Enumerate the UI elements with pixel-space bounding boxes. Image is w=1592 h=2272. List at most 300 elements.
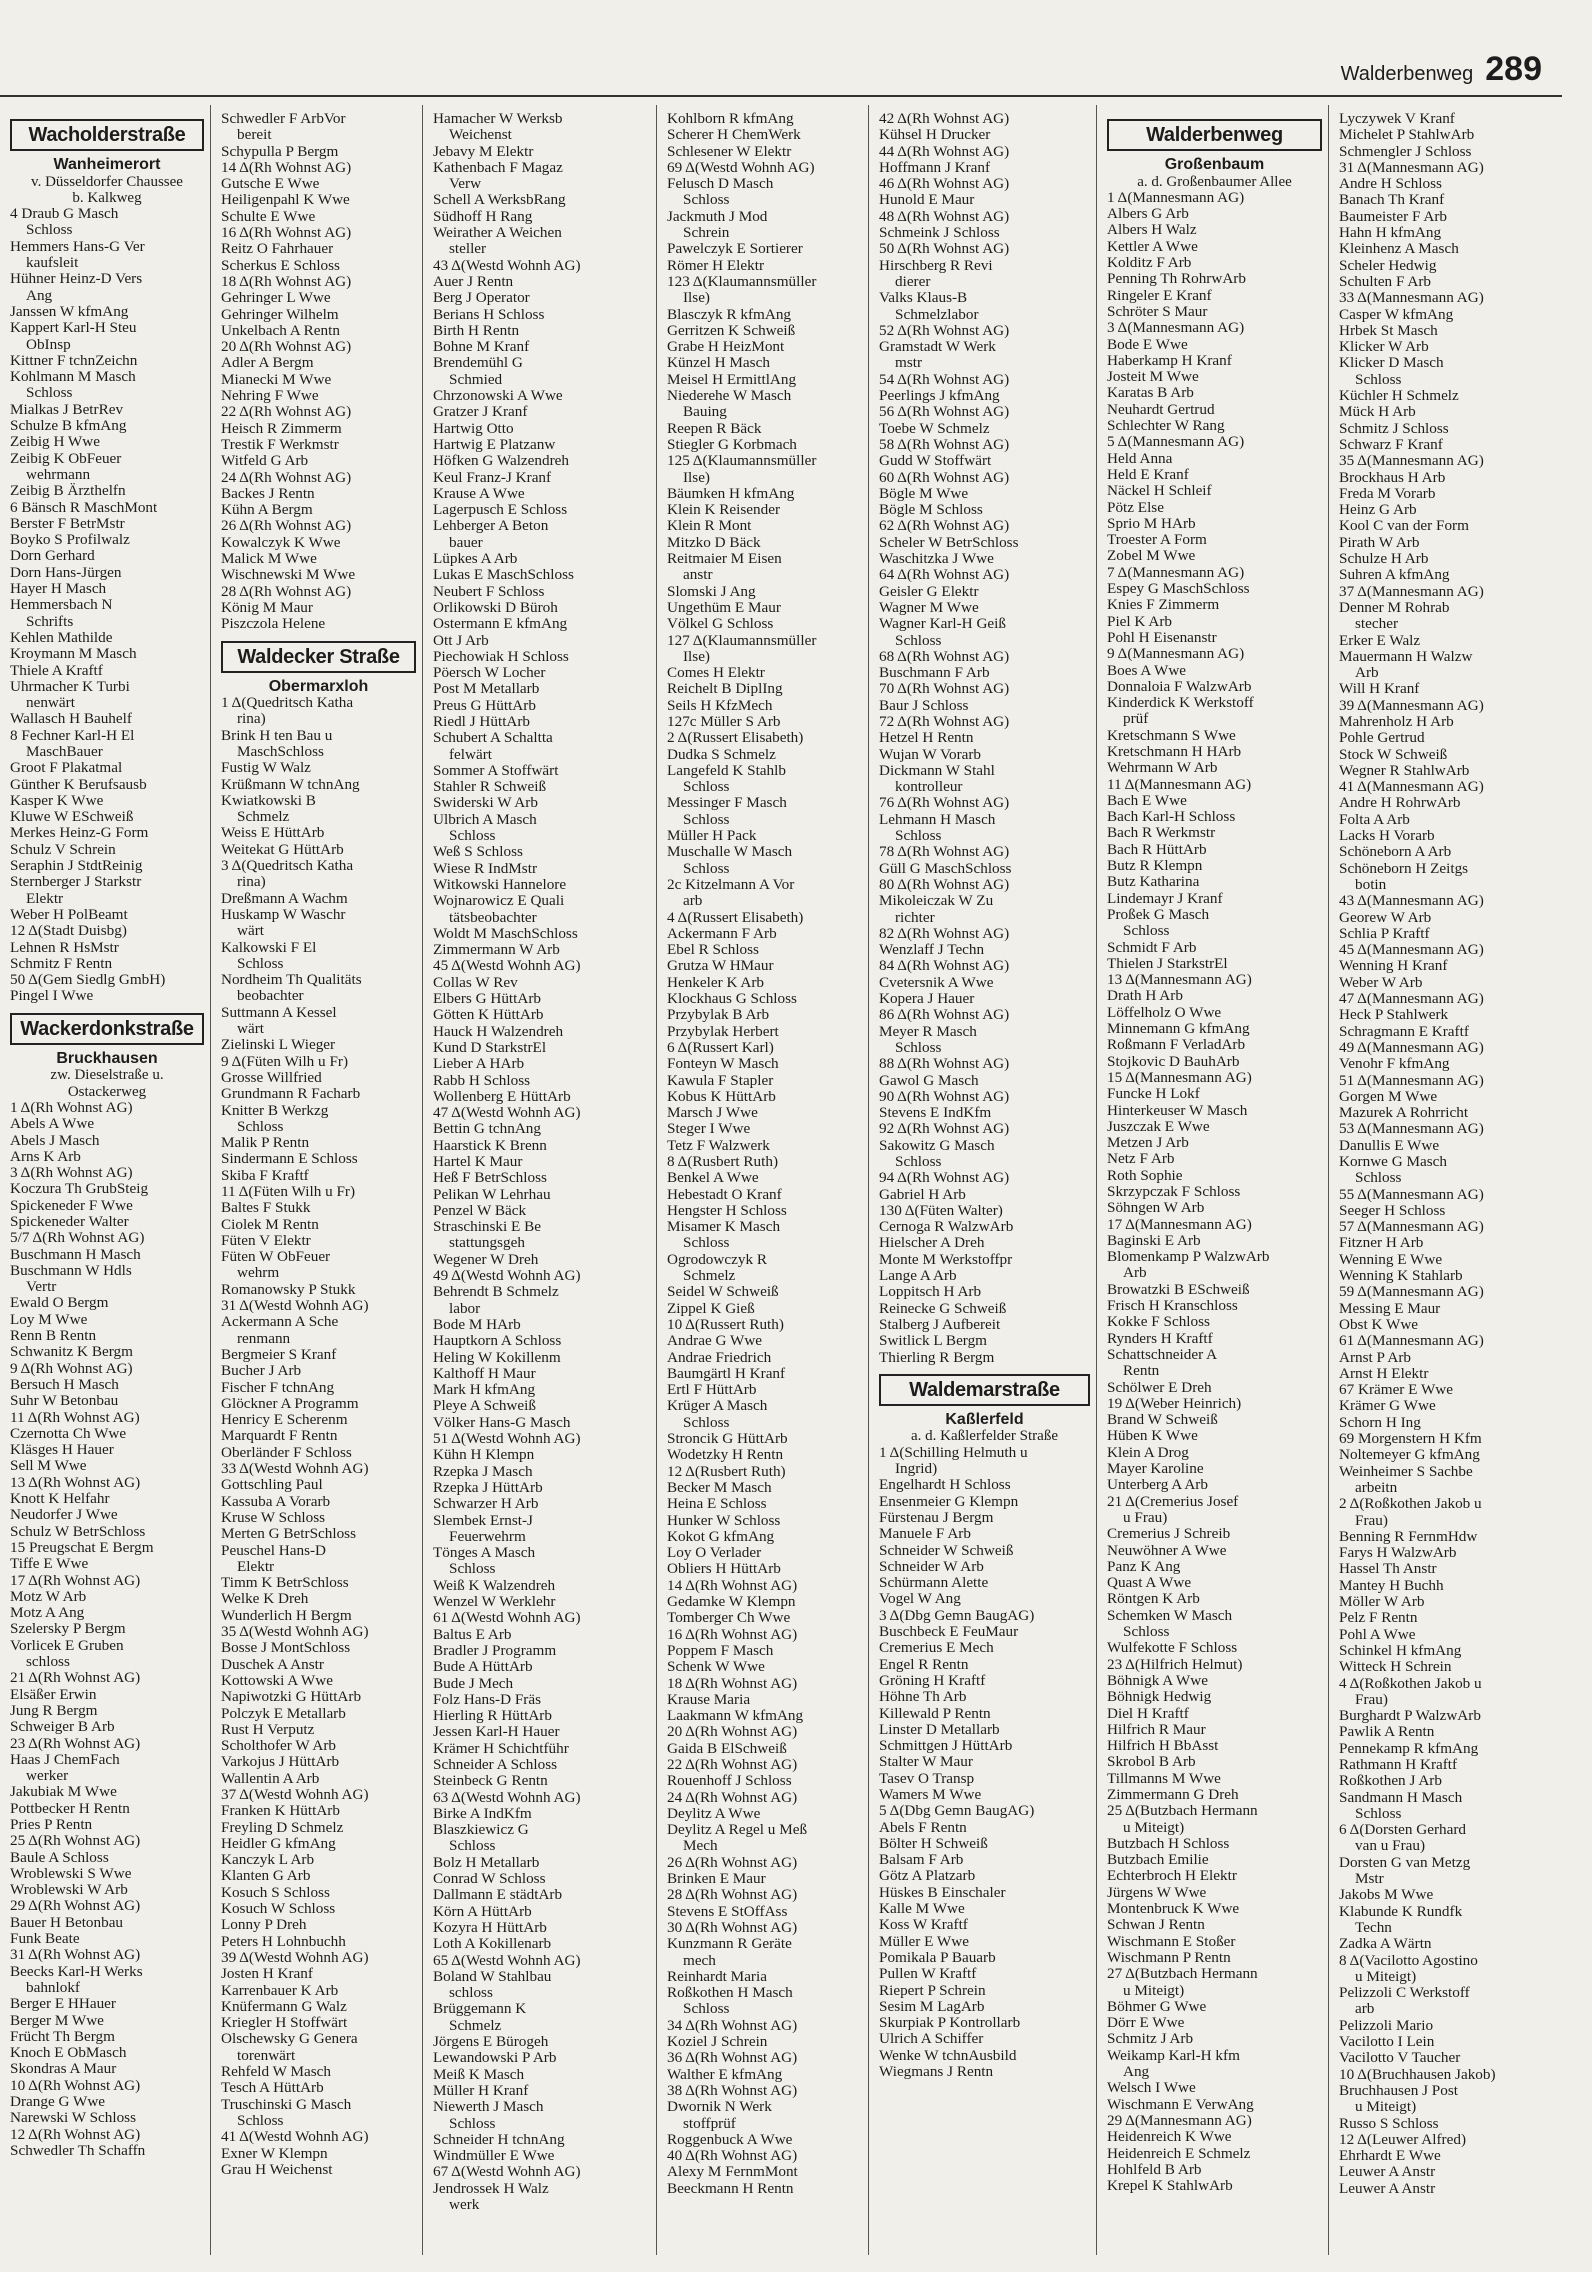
resident-entry: Skurpiak P Kontrollarb [879, 2014, 1021, 2032]
resident-entry: Scholthofer W Arb [221, 1737, 337, 1755]
resident-entry: Baumgärtl H Kranf [667, 1364, 786, 1382]
resident-entry: Buschmann H Masch [10, 1245, 141, 1263]
resident-entry: Kalle M Wwe [879, 1900, 965, 1918]
resident-entry: Baur J Schloss [879, 696, 969, 714]
resident-entry: Seidel W Schweiß [667, 1283, 779, 1301]
directory-column [422, 105, 656, 2255]
resident-entry: Buschmann F Arb [879, 664, 990, 682]
resident-entry: Götz A Platzarb [879, 1867, 976, 1885]
resident-entry: Pohl H Eisenanstr [1107, 628, 1217, 646]
resident-entry: Thierling R Bergm [879, 1348, 995, 1366]
resident-entry: 28 Δ(Rh Wohnst AG) [221, 582, 352, 600]
resident-entry: Thiele A Kraftf [10, 661, 103, 679]
resident-entry: Söhngen W Arb [1107, 1199, 1205, 1217]
resident-entry: 3 Δ(Mannesmann AG) [1107, 319, 1245, 337]
resident-entry: Stroncik G HüttArb [667, 1430, 788, 1448]
resident-entry: 47 Δ(Mannesmann AG) [1339, 990, 1484, 1008]
directory-column [210, 105, 422, 2255]
resident-entry: Obst K Wwe [1339, 1315, 1419, 1333]
resident-entry: Arnst P Arb [1339, 1348, 1412, 1366]
resident-entry: Groot F Plakatmal [10, 759, 123, 777]
entry-continuation: dierer [895, 272, 931, 290]
resident-entry: 17 Δ(Mannesmann AG) [1107, 1215, 1252, 1233]
resident-entry: Georew W Arb [1339, 908, 1432, 926]
resident-entry: Kwiatkowski B [221, 791, 316, 809]
entry-continuation: Schloss [449, 1837, 496, 1855]
resident-entry: Wenning E Wwe [1339, 1250, 1443, 1268]
resident-entry: 27 Δ(Butzbach Hermann [1107, 1965, 1258, 1983]
entry-continuation: u Frau) [1123, 1508, 1168, 1526]
entry-continuation: Schloss [449, 1560, 496, 1578]
resident-entry: Hebestadt O Kranf [667, 1185, 782, 1203]
resident-entry: 43 Δ(Westd Wohnh AG) [433, 256, 581, 274]
resident-entry: Schell A WerksbRang [433, 191, 566, 209]
resident-entry: Welsch I Wwe [1107, 2079, 1196, 2097]
resident-entry: Reinecke G Schweiß [879, 1299, 1007, 1317]
resident-entry: Kläsges H Hauer [10, 1441, 114, 1459]
resident-entry: 16 Δ(Rh Wohnst AG) [221, 224, 352, 242]
resident-entry: 14 Δ(Rh Wohnst AG) [667, 1576, 798, 1594]
directory-column [1328, 105, 1560, 2255]
resident-entry: Näckel H Schleif [1107, 482, 1212, 500]
resident-entry: 51 Δ(Westd Wohnh AG) [433, 1430, 581, 1448]
resident-entry: Casper W kfmAng [1339, 305, 1454, 323]
resident-entry: Muschalle W Masch [667, 843, 793, 861]
resident-entry: 21 Δ(Cremerius Josef [1107, 1492, 1239, 1510]
resident-entry: Neubert F Schloss [433, 582, 545, 600]
page-number: 289 [1485, 50, 1542, 88]
resident-entry: Reichelt B DiplIng [667, 680, 783, 698]
resident-entry: Wenning H Kranf [1339, 957, 1448, 975]
resident-entry: Hinterkeuser W Masch [1107, 1101, 1248, 1119]
resident-entry: Günther K Berufsausb [10, 775, 147, 793]
resident-entry: 51 Δ(Mannesmann AG) [1339, 1071, 1484, 1089]
resident-entry: 50 Δ(Gem Siedlg GmbH) [10, 971, 166, 989]
resident-entry: Josten H Kranf [221, 1965, 313, 1983]
resident-entry: 3 Δ(Dbg Gemn BaugAG) [879, 1606, 1035, 1624]
resident-entry: Völker Hans-G Masch [433, 1413, 571, 1431]
resident-entry: Szelersky P Bergm [10, 1620, 126, 1638]
resident-entry: Slomski J Ang [667, 582, 756, 600]
resident-entry: Bradler J Programm [433, 1641, 557, 1659]
resident-entry: Michelet P StahlwArb [1339, 126, 1475, 144]
resident-entry: Andrae G Wwe [667, 1332, 763, 1350]
resident-entry: Noltemeyer G kfmAng [1339, 1446, 1480, 1464]
resident-entry: Orlikowski D Büroh [433, 598, 558, 616]
resident-entry: Haberkamp H Kranf [1107, 351, 1232, 369]
resident-entry: Proßek G Masch [1107, 905, 1210, 923]
resident-entry: Kroymann M Masch [10, 645, 137, 663]
resident-entry: Baltus E Arb [433, 1625, 512, 1643]
resident-entry: Kosuch S Schloss [221, 1883, 330, 1901]
resident-entry: Cvetersnik A Wwe [879, 973, 994, 991]
resident-entry: 42 Δ(Rh Wohnst AG) [879, 110, 1010, 127]
resident-entry: Berians H Schloss [433, 305, 545, 323]
resident-entry: Knüfermann G Walz [221, 1997, 347, 2015]
resident-entry: Weß S Schloss [433, 843, 523, 861]
resident-entry: Narewski W Schloss [10, 2109, 136, 2127]
resident-entry: Napiwotzki G HüttArb [221, 1688, 362, 1706]
resident-entry: Elbers G HüttArb [433, 990, 541, 1008]
resident-entry: Scheler W BetrSchloss [879, 533, 1019, 551]
resident-entry: Bude J Mech [433, 1674, 514, 1692]
resident-entry: Swiderski W Arb [433, 794, 538, 812]
resident-entry: Lonny P Dreh [221, 1916, 307, 1934]
entry-continuation: Schloss [895, 631, 942, 649]
resident-entry: Drange G Wwe [10, 2093, 106, 2111]
street-heading: Waldecker Straße [221, 641, 416, 673]
resident-entry: Dörr E Wwe [1107, 2014, 1185, 2032]
resident-entry: 11 Δ(Rh Wohnst AG) [10, 1408, 140, 1426]
resident-entry: 123 Δ(Klaumannsmüller [667, 272, 817, 290]
resident-entry: Bölter H Schweiß [879, 1834, 988, 1852]
resident-entry: Piechowiak H Schloss [433, 647, 569, 665]
resident-entry: 6 Δ(Dorsten Gerhard [1339, 1821, 1467, 1839]
resident-entry: Butz R Klempn [1107, 857, 1203, 875]
resident-entry: Walther E kfmAng [667, 2065, 783, 2083]
resident-entry: Andrae Friedrich [667, 1348, 772, 1366]
resident-entry: Schwedler F ArbVor [221, 110, 346, 127]
resident-entry: 37 Δ(Westd Wohnh AG) [221, 1785, 369, 1803]
resident-entry: Weiß K Walzendreh [433, 1576, 556, 1594]
entry-continuation: Schloss [1355, 370, 1402, 388]
resident-entry: Gramstadt W Werk [879, 338, 996, 356]
resident-entry: 15 Δ(Mannesmann AG) [1107, 1068, 1252, 1086]
resident-entry: Lange A Arb [879, 1267, 957, 1285]
resident-entry: Weiss E HüttArb [221, 824, 325, 842]
resident-entry: Chrzonowski A Wwe [433, 387, 563, 405]
resident-entry: Kornwe G Masch [1339, 1153, 1447, 1170]
resident-entry: Schragmann E Kraftf [1339, 1022, 1469, 1040]
entry-continuation: Bauing [683, 403, 727, 421]
resident-entry: Knies F Zimmerm [1107, 596, 1220, 614]
resident-entry: Brink H ten Bau u [221, 726, 333, 744]
resident-entry: Denner M Rohrab [1339, 598, 1450, 616]
entry-continuation: tätsbeobachter [449, 908, 537, 926]
resident-entry: Gabriel H Arb [879, 1185, 966, 1203]
resident-entry: Klein A Drog [1107, 1443, 1189, 1461]
resident-entry: Peuschel Hans-D [221, 1541, 327, 1559]
resident-entry: Klicker W Arb [1339, 338, 1429, 356]
street-location-note: a. d. Großenbaumer Allee [1137, 173, 1292, 190]
entry-continuation: bauer [449, 533, 483, 551]
resident-entry: Dwornik N Werk [667, 2098, 772, 2116]
resident-entry: 21 Δ(Rh Wohnst AG) [10, 1669, 141, 1687]
resident-entry: Frisch H Kranschloss [1107, 1297, 1238, 1315]
entry-continuation: Schloss [895, 827, 942, 845]
resident-entry: Stahler R Schweiß [433, 778, 547, 796]
resident-entry: 22 Δ(Rh Wohnst AG) [221, 403, 352, 421]
resident-entry: 36 Δ(Rh Wohnst AG) [667, 2049, 798, 2067]
resident-entry: Fustig W Walz [221, 759, 311, 777]
resident-entry: Tiffe E Wwe [10, 1555, 89, 1573]
resident-entry: Bach R HüttArb [1107, 840, 1207, 858]
resident-entry: Schürmann Alette [879, 1574, 989, 1592]
resident-entry: Browatzki B ESchweiß [1107, 1280, 1250, 1298]
resident-entry: Polczyk E Metallarb [221, 1704, 346, 1722]
page-header [1341, 50, 1542, 89]
resident-entry: Huskamp W Waschr [221, 905, 346, 923]
resident-entry: Gorgen M Wwe [1339, 1087, 1438, 1105]
resident-entry: Wenzlaff J Techn [879, 941, 985, 959]
resident-entry: 3 Δ(Quedritsch Katha [221, 857, 354, 875]
resident-entry: Freda M Vorarb [1339, 484, 1436, 502]
entry-continuation: prüf [1123, 710, 1149, 728]
resident-entry: Koczura Th GrubSteig [10, 1180, 149, 1198]
resident-entry: Baltes F Stukk [221, 1199, 311, 1217]
resident-entry: Manuele F Arb [879, 1525, 971, 1543]
resident-entry: Heisch R Zimmerm [221, 419, 342, 437]
resident-entry: Hrbek St Masch [1339, 321, 1438, 339]
resident-entry: Hierling R HüttArb [433, 1707, 552, 1725]
resident-entry: Kawula F Stapler [667, 1071, 774, 1089]
resident-entry: 64 Δ(Rh Wohnst AG) [879, 566, 1010, 584]
resident-entry: 2 Δ(Russert Elisabeth) [667, 729, 804, 747]
entry-continuation: Ilse) [683, 647, 710, 665]
resident-entry: Dudka S Schmelz [667, 745, 776, 763]
resident-entry: Benning R FernmHdw [1339, 1527, 1478, 1545]
resident-entry: Hüskes B Einschaler [879, 1883, 1006, 1901]
entry-continuation: botin [1355, 875, 1387, 893]
resident-entry: Fürstenau J Bergm [879, 1508, 994, 1526]
resident-entry: Marsch J Wwe [667, 1104, 758, 1122]
resident-entry: Mahrenholz H Arb [1339, 712, 1454, 730]
resident-entry: Minnemann G kfmAng [1107, 1020, 1250, 1038]
resident-entry: Hartel K Maur [433, 1153, 523, 1170]
resident-entry: 24 Δ(Rh Wohnst AG) [667, 1788, 798, 1806]
resident-entry: Heidler G kfmAng [221, 1834, 336, 1852]
entry-continuation: Elektr [237, 1557, 275, 1575]
resident-entry: Kowalczyk K Wwe [221, 533, 341, 551]
resident-entry: Laakmann W kfmAng [667, 1707, 804, 1725]
resident-entry: Becker M Masch [667, 1478, 772, 1496]
resident-entry: Bögle M Wwe [879, 484, 969, 502]
resident-entry: Bergmeier S Kranf [221, 1345, 337, 1363]
resident-entry: 46 Δ(Rh Wohnst AG) [879, 175, 1010, 193]
resident-entry: Albers G Arb [1107, 205, 1189, 223]
resident-entry: Schorn H Ing [1339, 1413, 1421, 1431]
resident-entry: Berger M Wwe [10, 2011, 104, 2029]
resident-entry: 67 Krämer E Wwe [1339, 1381, 1454, 1399]
resident-entry: Kretschmann H HArb [1107, 742, 1242, 760]
resident-entry: Rynders H Kraftf [1107, 1329, 1213, 1347]
resident-entry: Pingel I Wwe [10, 987, 94, 1005]
entry-continuation: Schloss [683, 1413, 730, 1431]
resident-entry: Donnaloia F WalzwArb [1107, 677, 1252, 695]
resident-entry: Bersuch H Masch [10, 1375, 119, 1393]
resident-entry: Gaida B ElSchweiß [667, 1739, 787, 1757]
resident-entry: Müller H Kranf [433, 2081, 529, 2099]
resident-entry: Heidenreich K Wwe [1107, 2128, 1232, 2146]
resident-entry: 23 Δ(Hilfrich Helmut) [1107, 1655, 1243, 1673]
resident-entry: Lieber A HArb [433, 1055, 525, 1073]
resident-entry: Gawol G Masch [879, 1071, 979, 1089]
resident-entry: 45 Δ(Westd Wohnh AG) [433, 957, 581, 975]
resident-entry: Hilfrich H BbAsst [1107, 1737, 1219, 1755]
resident-entry: 16 Δ(Rh Wohnst AG) [667, 1625, 798, 1643]
resident-entry: Gröning H Kraftf [879, 1671, 986, 1689]
entry-continuation: mech [683, 1951, 716, 1969]
entry-continuation: Rentn [1123, 1362, 1160, 1380]
resident-entry: Kolditz F Arb [1107, 254, 1192, 272]
entry-continuation: arbeitn [1355, 1478, 1398, 1496]
resident-entry: Küchler H Schmelz [1339, 387, 1459, 405]
directory-column [656, 105, 868, 2255]
resident-entry: 130 Δ(Füten Walter) [879, 1201, 1003, 1219]
resident-entry: Duschek A Anstr [221, 1655, 324, 1673]
resident-entry: Schlesener W Elektr [667, 142, 792, 160]
resident-entry: Blasczyk R kfmAng [667, 305, 792, 323]
resident-entry: Schöneborn H Zeitgs [1339, 859, 1469, 877]
resident-entry: Janssen W kfmAng [10, 302, 129, 320]
resident-entry: Wenke W tchnAusbild [879, 2046, 1017, 2064]
resident-entry: 41 Δ(Mannesmann AG) [1339, 778, 1484, 796]
resident-entry: Wiegmans J Rentn [879, 2063, 994, 2081]
resident-entry: Sprio M HArb [1107, 514, 1196, 532]
resident-entry: 14 Δ(Rh Wohnst AG) [221, 158, 352, 176]
resident-entry: 26 Δ(Rh Wohnst AG) [221, 517, 352, 535]
resident-entry: Neuhardt Gertrud [1107, 400, 1215, 418]
resident-entry: 5 Δ(Mannesmann AG) [1107, 433, 1245, 451]
resident-entry: Drath H Arb [1107, 987, 1183, 1005]
resident-entry: Wenzel W Werklehr [433, 1593, 556, 1611]
resident-entry: Bauer H Betonbau [10, 1913, 124, 1931]
resident-entry: Tönges A Masch [433, 1544, 536, 1562]
entry-continuation: Frau) [1355, 1511, 1388, 1529]
resident-entry: Pelizzoli Mario [1339, 2016, 1434, 2034]
resident-entry: Höhne Th Arb [879, 1688, 967, 1706]
resident-entry: Welke K Dreh [221, 1590, 309, 1608]
resident-entry: Wagner Karl-H Geiß [879, 615, 1006, 633]
street-location-note: b. Kalkweg [72, 189, 142, 206]
resident-entry: 29 Δ(Rh Wohnst AG) [10, 1897, 141, 1915]
resident-entry: Mantey H Buchh [1339, 1576, 1444, 1594]
resident-entry: Brendemühl G [433, 354, 523, 372]
resident-entry: 8 Δ(Vacilotto Agostino [1339, 1951, 1478, 1969]
resident-entry: Bach E Wwe [1107, 791, 1187, 809]
resident-entry: Buschmann W Hdls [10, 1261, 132, 1279]
resident-entry: Schypulla P Bergm [221, 142, 339, 160]
resident-entry: Schulten F Arb [1339, 272, 1431, 290]
resident-entry: Sandmann H Masch [1339, 1788, 1463, 1806]
resident-entry: Messinger F Masch [667, 794, 787, 812]
resident-entry: Krause A Wwe [433, 484, 525, 502]
resident-entry: Arnst H Elektr [1339, 1364, 1429, 1382]
resident-entry: 57 Δ(Mannesmann AG) [1339, 1218, 1484, 1236]
resident-entry: Dreßmann A Wachm [221, 889, 348, 907]
resident-entry: Wojnarowicz E Quali [433, 892, 565, 910]
resident-entry: 35 Δ(Mannesmann AG) [1339, 452, 1484, 470]
resident-entry: Marquardt F Rentn [221, 1427, 338, 1445]
entry-continuation: richter [895, 908, 935, 926]
resident-entry: Füten V Elektr [221, 1231, 311, 1249]
directory-column [868, 105, 1096, 2255]
resident-entry: Reitmaier M Eisen [667, 550, 782, 568]
resident-entry: Sell M Wwe [10, 1457, 87, 1475]
resident-entry: 18 Δ(Rh Wohnst AG) [221, 272, 352, 290]
resident-entry: Weinheimer S Sachbe [1339, 1462, 1473, 1480]
entry-continuation: kaufsleit [26, 254, 79, 272]
resident-entry: Roßmann F VerladArb [1107, 1036, 1246, 1054]
entry-continuation: Vertr [26, 1278, 57, 1296]
resident-entry: 49 Δ(Mannesmann AG) [1339, 1038, 1484, 1056]
resident-entry: Mialkas J BetrRev [10, 400, 124, 418]
resident-entry: Wunderlich H Bergm [221, 1606, 352, 1624]
entry-continuation: Mech [683, 1837, 718, 1855]
resident-entry: Meiß K Masch [433, 2065, 525, 2083]
resident-entry: Vogel W Ang [879, 1590, 961, 1608]
entry-continuation: u Miteigt) [1123, 1981, 1185, 1999]
resident-entry: Baginski E Arb [1107, 1231, 1201, 1249]
resident-entry: Kathenbach F Magaz [433, 158, 563, 176]
resident-entry: Wagner M Wwe [879, 598, 979, 616]
resident-entry: Schulz V Schrein [10, 840, 116, 858]
resident-entry: Müller E Wwe [879, 1932, 969, 1950]
entry-continuation: Schloss [1123, 1623, 1170, 1641]
resident-entry: Suhr W Betonbau [10, 1392, 119, 1410]
resident-entry: Ebel R Schloss [667, 941, 759, 959]
resident-entry: Burghardt P WalzwArb [1339, 1707, 1481, 1725]
entry-continuation: steller [449, 240, 487, 258]
resident-entry: Krämer H Schichtführ [433, 1739, 569, 1757]
resident-entry: Held E Kranf [1107, 465, 1189, 483]
resident-entry: Roßkothen J Arb [1339, 1772, 1442, 1790]
resident-entry: Penning Th RohrwArb [1107, 270, 1246, 288]
resident-entry: 10 Δ(Russert Ruth) [667, 1315, 784, 1333]
resident-entry: Zeibig K ObFeuer [10, 449, 122, 467]
street-location-note: a. d. Kaßlerfelder Straße [910, 1428, 1058, 1445]
resident-entry: Langefeld K Stahlb [667, 761, 786, 779]
resident-entry: Renn B Rentn [10, 1327, 97, 1345]
entry-continuation: felwärt [449, 745, 493, 763]
resident-entry: Bach R Werkmstr [1107, 824, 1216, 842]
resident-entry: Kehlen Mathilde [10, 628, 113, 646]
resident-entry: Schlia P Kraftf [1339, 924, 1430, 942]
resident-entry: 86 Δ(Rh Wohnst AG) [879, 1006, 1010, 1024]
entry-continuation: Feuerwehrm [449, 1527, 526, 1545]
resident-entry: Stock W Schweiß [1339, 745, 1448, 763]
resident-entry: Beeckmann H Rentn [667, 2179, 794, 2197]
resident-entry: Bettin G tchnAng [433, 1120, 541, 1138]
district-heading: Obermarxloh [268, 677, 369, 695]
resident-entry: Danullis E Wwe [1339, 1136, 1440, 1154]
resident-entry: Heidenreich E Schmelz [1107, 2144, 1251, 2162]
resident-entry: 43 Δ(Mannesmann AG) [1339, 892, 1484, 910]
resident-entry: Roßkothen H Masch [667, 1984, 793, 2002]
resident-entry: Möller W Arb [1339, 1593, 1425, 1611]
resident-entry: Kobus K HüttArb [667, 1087, 776, 1105]
resident-entry: 72 Δ(Rh Wohnst AG) [879, 712, 1010, 730]
resident-entry: Haarstick K Brenn [433, 1136, 547, 1154]
directory-columns [0, 105, 1560, 2255]
resident-entry: Böhmer G Wwe [1107, 1997, 1207, 2015]
resident-entry: Loy O Verlader [667, 1544, 762, 1562]
resident-entry: Folz Hans-D Fräs [433, 1690, 541, 1708]
resident-entry: Schemken W Masch [1107, 1606, 1233, 1624]
resident-entry: Buschbeck E FeuMaur [879, 1623, 1019, 1641]
entry-continuation: Verw [449, 175, 482, 193]
resident-entry: Henkeler K Arb [667, 973, 764, 991]
resident-entry: Ostermann E kfmAng [433, 615, 568, 633]
resident-entry: Hengster H Schloss [667, 1201, 787, 1219]
resident-entry: Rehfeld W Masch [221, 2063, 331, 2081]
resident-entry: 88 Δ(Rh Wohnst AG) [879, 1055, 1010, 1073]
resident-entry: Schenk W Wwe [667, 1658, 765, 1676]
resident-entry: Pötz Else [1107, 498, 1164, 516]
resident-entry: Neudorfer J Wwe [10, 1506, 118, 1524]
resident-entry: Pennekamp R kfmAng [1339, 1739, 1479, 1757]
entry-continuation: schloss [449, 1984, 493, 2002]
